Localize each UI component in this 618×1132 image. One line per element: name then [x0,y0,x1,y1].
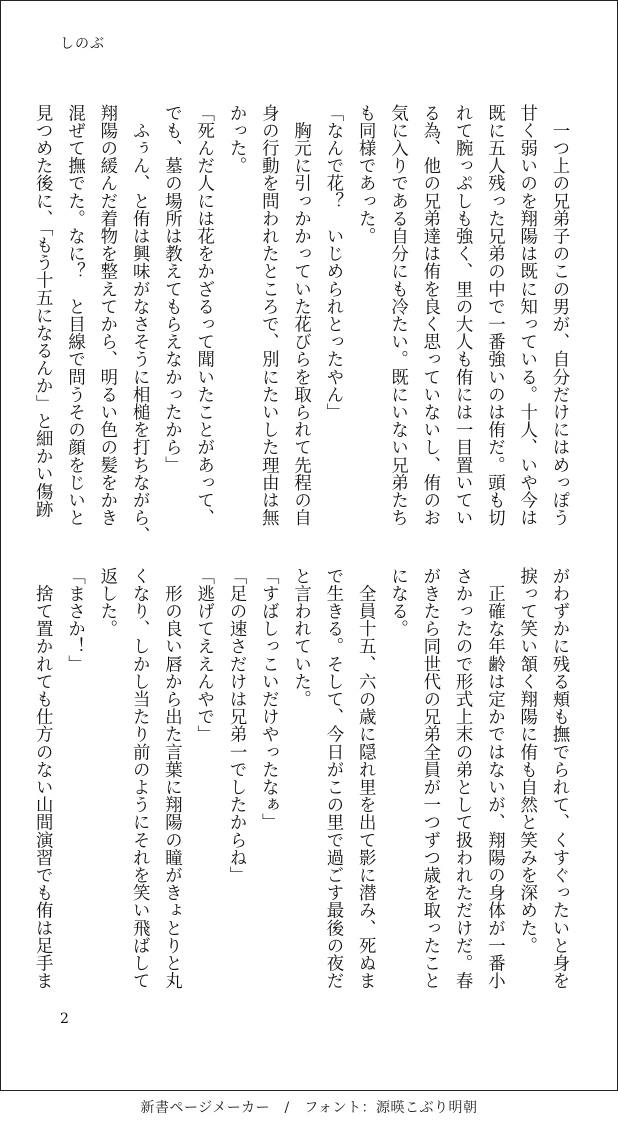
text-line: 形の良い唇から出た言葉に翔陽の瞳がきょとりと丸 [161,567,182,990]
text-line: さかったので形式上末の弟として扱われただけだ。春 [452,567,473,990]
text-line: がきたら同世代の兄弟全員が一つずつ歳を取ったこと [419,567,440,990]
footer-credit: 新書ページメーカー / フォント：源暎こぶり明朝 [140,1100,478,1116]
text-line: 捩って笑い頷く翔陽に侑も自然と笑みを深めた。 [516,567,537,955]
page-number: 2 [60,1011,69,1027]
text-line: 「まさか！」 [64,567,85,673]
text-line: 「死んだ人には花をかざるって聞いたことがあって、 [193,104,214,527]
text-line: 胸元に引っかかっていた花びらを取られて先程の自 [290,104,311,527]
text-line: かった。 [226,104,247,175]
text-line: 正確な年齢は定かではないが、翔陽の身体が一番小 [484,567,505,990]
running-header: しのぶ [60,36,105,52]
text-line: 「逃げてええんやで」 [193,567,214,743]
text-line: 混ぜて撫でた。なに？ と目線で問うその顔をじいと [64,104,85,527]
text-line: と言われていた。 [290,567,311,708]
text-line: くなり、しかし当たり前のようにそれを笑い飛ばして [129,567,150,990]
text-line: でも、墓の場所は教えてもらえなかったから」 [161,104,182,474]
text-line: になる。 [387,567,408,638]
text-line: 既に五人残った兄弟の中で一番強いのは侑だ。頭も切 [484,104,505,527]
text-line: 「すばしっこいだけやったなぁ」 [258,567,279,831]
text-line: で生きる。そして、今日がこの里で過ごす最後の夜だ [322,567,343,990]
text-line: 翔陽の緩んだ着物を整えてから、明るい色の髪をかき [96,104,117,527]
text-line: も同様であった。 [355,104,376,245]
text-line: がわずかに残る頬も撫でられて、くすぐったいと身を [549,567,569,990]
text-line: 全員十五、六の歳に隠れ里を出て影に潜み、死ぬま [355,567,376,990]
text-line: 「なんで花？ いじめられとったやん」 [322,104,343,421]
text-line: 見つめた後に、「もう十五になるんか」と細かい傷跡 [32,104,53,518]
text-line: 身の行動を問われたところで、別にたいした理由は無 [258,104,279,527]
text-line: 返した。 [96,567,117,638]
text-line: 一つ上の兄弟子のこの男が、自分だけにはめっぽう [549,104,569,527]
text-line: 甘く弱いのを翔陽は既に知っている。十人、いや今は [516,104,537,527]
text-line: れて腕っぷしも強く、里の大人も侑には一目置いてい [452,104,473,527]
text-block-lower [32,567,575,997]
text-line: る為、他の兄弟達は侑を良く思っていないし、侑のお [419,104,440,527]
text-block-upper [32,104,575,544]
text-line: 「足の速さだけは兄弟一でしたからね」 [226,567,247,884]
text-line: 捨て置かれても仕方のない山間演習でも侑は足手ま [32,567,53,990]
text-line: 気に入りである自分にも冷たい。既にいない兄弟たち [387,104,408,527]
text-line: ふぅん、と侑は興味がなさそうに相槌を打ちながら、 [129,104,150,544]
